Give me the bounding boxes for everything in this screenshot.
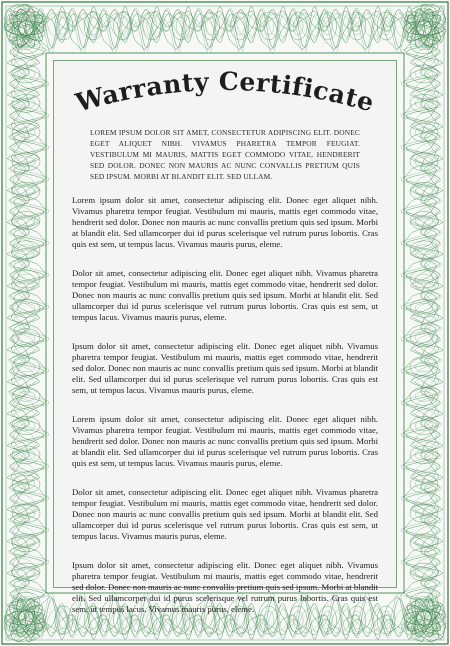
body-paragraph: Lorem ipsum dolor sit amet, consectetur adipiscing elit. Donec eget aliquet nibh. Vivamus pharetra tempor feugiat. Vestibulum mi mauris, mattis eget commodo vitae, hendrerit sed dolor. Donec non mauris ac nunc convallis pretium quis sed ipsum. Morbi at blandit elit. Sed ullamcorper dui id purus scelerisque vel rutrum purus lobortis. Cras quis est sem, ut tempus lacus. Vivamus mauris purus, eleme. — [72, 414, 378, 468]
certificate-intro: LOREM IPSUM DOLOR SIT AMET, CONSECTETUR ADIPISCING ELIT. DONEC EGET ALIQUET NIBH. VIVAMUS PHARETRA TEMPOR FEUGIAT. VESTIBULUM MI MAURIS, MATTIS EGET COMMODO VITAE, HENDRERIT SED DOLOR. DONEC NON MAURIS AC NUNC CONVALLIS PRETIUM QUIS SED IPSUM. MORBI AT BLANDIT ELIT. SED ULLAM. — [90, 128, 360, 181]
body-paragraph: Dolor sit amet, consectetur adipiscing elit. Donec eget aliquet nibh. Vivamus pharetra tempor feugiat. Vestibulum mi mauris, mattis eget commodo vitae, hendrerit sed dolor. Donec non mauris ac nunc convallis pretium quis sed ipsum. Morbi at blandit elit. Sed ullamcorper dui id purus scelerisque vel rutrum purus lobortis. Cras quis est sem, ut tempus lacus. Vivamus mauris purus, eleme. — [72, 268, 378, 322]
certificate-title: Warranty Certificate — [72, 66, 378, 118]
body-paragraph: Dolor sit amet, consectetur adipiscing elit. Donec eget aliquet nibh. Vivamus pharetra tempor feugiat. Vestibulum mi mauris, mattis eget commodo vitae, hendrerit sed dolor. Donec non mauris ac nunc convallis pretium quis sed ipsum. Morbi at blandit elit. Sed ullamcorper dui id purus scelerisque vel rutrum purus lobortis. Cras quis est sem, ut tempus lacus. Vivamus mauris purus, eleme. — [72, 487, 378, 541]
certificate-body — [72, 195, 378, 633]
body-paragraph: Ipsum dolor sit amet, consectetur adipiscing elit. Donec eget aliquet nibh. Vivamus pharetra tempor feugiat. Vestibulum mi mauris, mattis eget commodo vitae, hendrerit sed dolor. Donec non mauris ac nunc convallis pretium quis sed ipsum. Morbi at blandit elit. Sed ullamcorper dui id purus scelerisque vel rutrum purus lobortis. Cras quis est sem, ut tempus lacus. Vivamus mauris purus, eleme. — [72, 560, 378, 614]
body-paragraph: Ipsum dolor sit amet, consectetur adipiscing elit. Donec eget aliquet nibh. Vivamus pharetra tempor feugiat. Vestibulum mi mauris, mattis eget commodo vitae, hendrerit sed dolor. Donec non mauris ac nunc convallis pretium quis sed ipsum. Morbi at blandit elit. Sed ullamcorper dui id purus scelerisque vel rutrum purus lobortis. Cras quis est sem, ut tempus lacus. Vivamus mauris purus, eleme. — [72, 341, 378, 395]
body-paragraph: Lorem ipsum dolor sit amet, consectetur adipiscing elit. Donec eget aliquet nibh. Vivamus pharetra tempor feugiat. Vestibulum mi mauris, mattis eget commodo vitae, hendrerit sed dolor. Donec non mauris ac nunc convallis pretium quis sed ipsum. Morbi at blandit elit. Sed ullamcorper dui id purus scelerisque vel rutrum purus lobortis. Cras quis est sem, ut tempus lacus. Vivamus mauris purus, eleme. — [72, 195, 378, 249]
